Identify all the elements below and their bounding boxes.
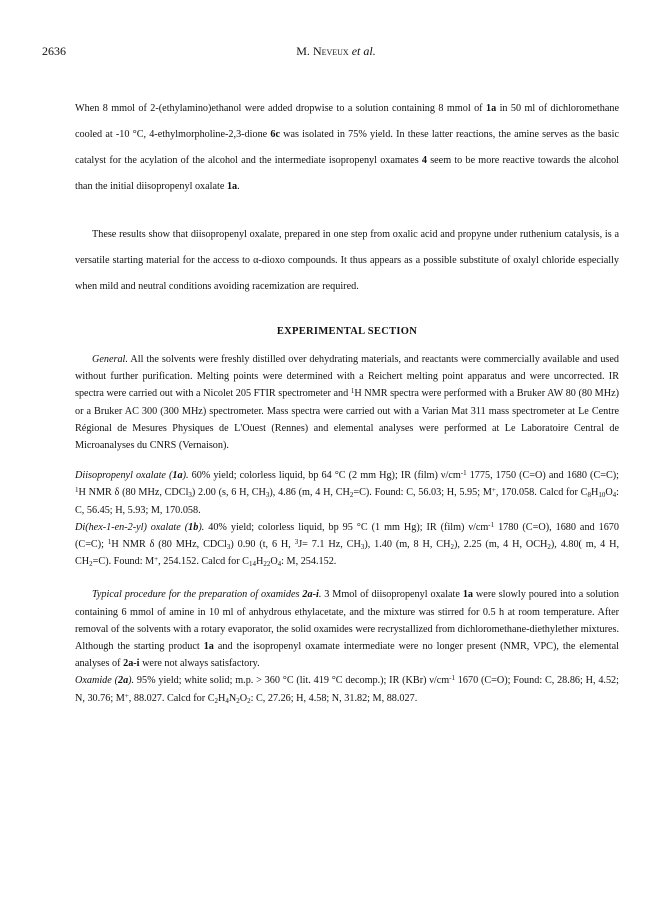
paragraph-general: General. All the solvents were freshly distilled over dehydrating materials, and reactants were commercially available and used without further purification. Melting points were determined with a Reichert melting point apparatus and were uncorrected. IR spectra were carried out with a Nicolet 205 FTIR spectrometer and $^1$H NMR spectra were performed with a Bruker AW 80 (80 MHz) or a Bruker AC 300 (300 MHz) spectrometer. Mass spectra were carried out with a Varian Mat 311 mass spectrometer at Le Centre Régional de Mesures Physiques de L'Ouest (Rennes) and elemental analyses were performed at Le Laboratoire Central de Microanalyses du CNRS (Vernaison).: [75, 354, 619, 452]
compound-ref: 6c: [270, 129, 280, 140]
running-head: [0, 44, 672, 59]
compound-ref: 2a-i: [123, 658, 140, 670]
author-initial: M.: [296, 44, 313, 58]
article-body: [75, 96, 619, 707]
compound-name: Oxamide (2a).: [75, 675, 135, 687]
paragraph-morpholinedione: When 8 mmol of 2-(ethylamino)ethanol were added dropwise to a solution containing 8 mmol of 1a in 50 ml of dichloromethane cooled at -10 °C, 4-ethylmorpholine-2,3-dione 6c was isolated in 75% yield. In these latter reactions, the amine serves as the basic catalyst for the acylation of the alcohol and the intermediate isopropenyl oxamates 4 seem to be more reactive towards the alcohol than the initial diisopropenyl oxalate 1a.: [75, 103, 620, 192]
compound-ref: 4: [421, 155, 427, 166]
compound-1a-entry: Diisopropenyl oxalate (1a). 60% yield; colorless liquid, bp 64 °C (2 mm Hg); IR (film) $\nu/cm^{-1}$ 1775, 1750 (C=O) and 1680 (C=C); $^1$H NMR δ (80 MHz, CDCl$_3$) 2.00 (s, 6 H, $CH_3$), 4.86 (m, 4 H, $CH_2=C$). Found: C, 56.03; H, 5.95; M+, 170.058. Calcd for $C_8H_{10}O_4$: C, 56.45; H, 5.93; M, 170.058.: [75, 469, 620, 516]
compound-ref: 1a: [485, 103, 497, 114]
compound-ref: 1a: [226, 181, 238, 192]
author-surname: Neveux: [312, 44, 349, 58]
compound-ref: 1a: [203, 641, 214, 653]
compound-name: Di(hex-1-en-2-yl) oxalate (1b).: [75, 521, 205, 533]
page-number: 2636: [42, 44, 66, 58]
compound-2a-entry: Oxamide (2a). 95% yield; white solid; m.p. > 360 °C (lit. 419 °C decomp.); IR (KBr) $\nu/cm^{-1}$ 1670 (C=O); Found: C, 28.86; H, 4.52; N, 30.76; M+, 88.027. Calcd for $C_2H_4N_2O_2$: C, 27.26; H, 4.58; N, 31.82; M, 88.027.: [75, 674, 619, 705]
procedure-title: Typical procedure for the preparation of oxamides 2a-i.: [92, 589, 322, 601]
paragraph-conclusion: These results show that diisopropenyl oxalate, prepared in one step from oxalic acid and propyne under ruthenium catalysis, is a versatile starting material for the access to α-dioxo compounds. It thus appears as a possible substitute of oxalyl chloride especially when mild and neutral conditions avoiding racemization are required.: [75, 229, 619, 292]
run-in-heading: General.: [92, 354, 128, 365]
compound-ref: 1a: [462, 589, 474, 601]
compound-1b-entry: Di(hex-1-en-2-yl) oxalate (1b). 40% yield; colorless liquid, bp 95 °C (1 mm Hg); IR (film) $\nu/cm^{-1}$ 1780 (C=O), 1680 and 1670 (C=C); $^1$H NMR δ (80 MHz, CDCl$_3$) 0.90 (t, 6 H, $^3$J= 7.1 Hz, $CH_3$), 1.40 (m, 8 H, $CH_2$), 2.25 (m, 4 H, $OCH_2$), 4.80( m, 4 H, $CH_2=C$). Found: M+, 254.152. Calcd for $C_{14}H_{22}O_4$: M, 254.152.: [75, 520, 619, 569]
compound-name: Diisopropenyl oxalate (1a).: [75, 470, 189, 482]
paragraph-procedure: Typical procedure for the preparation of oxamides 2a-i. 3 Mmol of diisopropenyl oxalate 1a were slowly poured into a solution containing 6 mmol of amine in 10 ml of anhydrous ethylacetate, and the mixture was stirred for 0.5 h at room temperature. After removal of the solvents with a rotary evaporator, the solid oxamides were recrystallized from dichloromethane-diethylether mixtures. Although the starting product 1a and the isopropenyl oxamate intermediate were no longer present (NMR, VPC), the elemental analyses of 2a-i were not always satisfactory.: [75, 589, 619, 670]
author-et-al: et al.: [348, 44, 376, 58]
section-title: EXPERIMENTAL SECTION: [276, 326, 418, 337]
